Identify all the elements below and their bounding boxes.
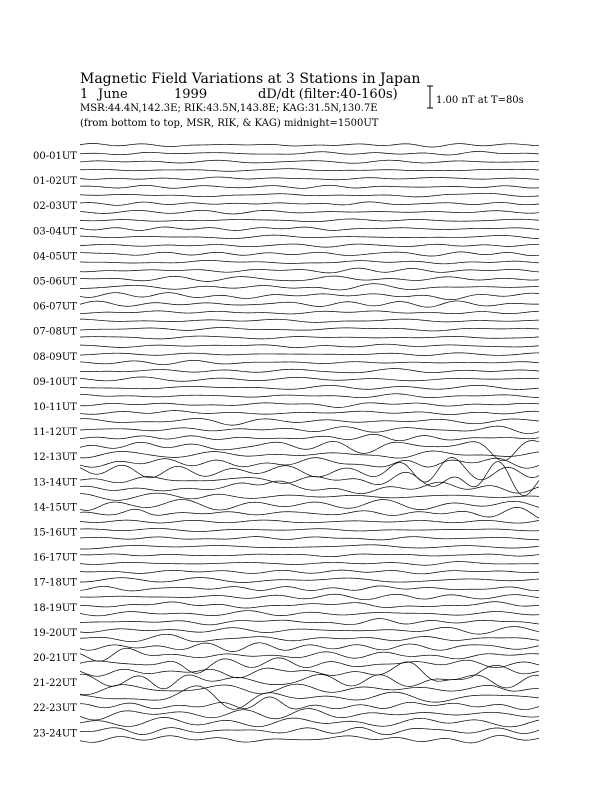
trace-kag (80, 344, 539, 347)
hour-label: 03-04UT (33, 226, 77, 238)
trace-kag (80, 643, 539, 652)
trace-msr (80, 336, 539, 339)
trace-msr (80, 185, 539, 188)
trace-msr (80, 562, 539, 566)
trace-kag (80, 143, 539, 147)
trace-rik (80, 648, 539, 661)
trace-kag (80, 394, 539, 398)
hour-label: 20-21UT (33, 653, 77, 664)
trace-kag (80, 193, 539, 197)
trace-kag (80, 545, 539, 549)
trace-kag (80, 493, 539, 500)
trace-msr (80, 160, 539, 163)
trace-rik (80, 500, 539, 511)
scale-label: 1.00 nT at T=80s (436, 95, 524, 106)
trace-rik (80, 301, 539, 307)
trace-kag (80, 619, 539, 625)
trace-kag (80, 268, 539, 273)
trace-rik (80, 554, 539, 557)
trace-kag (80, 520, 539, 523)
trace-msr (80, 411, 539, 415)
trace-msr (80, 235, 539, 239)
hour-label: 18-19UT (33, 602, 77, 614)
hour-label: 06-07UT (33, 301, 77, 313)
trace-rik (80, 451, 539, 458)
hour-label: 15-16UT (33, 527, 77, 539)
trace-msr (80, 311, 539, 314)
component-filter: dD/dt (filter:40-160s) (258, 87, 398, 102)
trace-kag (80, 244, 539, 247)
trace-rik (80, 403, 539, 408)
trace-kag (80, 457, 539, 482)
trace-kag (80, 219, 539, 222)
hour-label: 08-09UT (33, 351, 77, 363)
trace-msr (80, 360, 539, 364)
trace-rik (80, 151, 539, 154)
trace-rik (80, 252, 539, 256)
trace-msr (80, 260, 539, 263)
date-month: June (98, 87, 128, 102)
hour-label: 11-12UT (33, 427, 77, 439)
hour-label: 00-01UT (33, 151, 77, 162)
hour-label: 05-06UT (33, 276, 77, 288)
hour-label: 02-03UT (33, 201, 77, 213)
trace-msr (80, 634, 539, 641)
trace-msr (80, 709, 539, 720)
trace-kag (80, 319, 539, 322)
hour-label: 07-08UT (33, 326, 77, 338)
trace-kag (80, 369, 539, 373)
hour-label: 13-14UT (33, 477, 77, 489)
hour-label: 10-11UT (33, 402, 77, 413)
date-year: 1999 (174, 87, 208, 102)
trace-rik (80, 426, 539, 433)
chart-title: Magnetic Field Variations at 3 Stations in Japan (80, 71, 421, 87)
hour-label: 19-20UT (33, 627, 77, 639)
station-coordinates: MSR:44.4N,142.3E; RIK:43.5N,143.8E; KAG:31.5N,130.7E (80, 103, 378, 114)
trace-msr (80, 684, 539, 695)
trace-rik (80, 528, 539, 531)
trace-kag (80, 441, 539, 461)
trace-kag (80, 594, 539, 599)
trace-rik (80, 697, 539, 710)
trace-rik (80, 602, 539, 608)
trace-rik (80, 227, 539, 230)
trace-rik (80, 353, 539, 356)
hour-label: 23-24UT (33, 728, 77, 740)
trace-kag (80, 418, 539, 425)
trace-msr (80, 458, 539, 468)
trace-rik (80, 276, 539, 281)
trace-rik (80, 578, 539, 583)
trace-rik (80, 377, 539, 381)
trace-msr (80, 210, 539, 214)
hour-label: 09-10UT (33, 376, 77, 388)
hour-label: 17-18UT (33, 577, 77, 589)
trace-kag (80, 293, 539, 300)
trace-msr (80, 434, 539, 440)
trace-msr (80, 537, 539, 540)
trace-order-note: (from bottom to top, MSR, RIK, & KAG) midnight=1500UT (80, 118, 379, 129)
trace-rik (80, 727, 539, 734)
trace-rik (80, 462, 539, 496)
hour-label: 01-02UT (33, 176, 77, 188)
hour-label: 14-15UT (33, 502, 77, 514)
trace-msr (80, 385, 539, 389)
trace-kag (80, 717, 539, 726)
trace-kag (80, 570, 539, 574)
hour-label: 04-05UT (33, 251, 77, 263)
trace-rik (80, 202, 539, 205)
trace-msr (80, 586, 539, 591)
trace-msr (80, 284, 539, 290)
trace-msr (80, 481, 539, 494)
date-day: 1 (80, 87, 89, 102)
hour-label: 21-22UT (33, 678, 77, 690)
trace-msr (80, 507, 539, 518)
hour-label: 22-23UT (33, 703, 77, 715)
trace-msr (80, 735, 539, 742)
trace-rik (80, 177, 539, 180)
hour-label: 16-17UT (33, 552, 77, 564)
trace-kag (80, 169, 539, 172)
trace-rik (80, 328, 539, 331)
trace-rik (80, 627, 539, 635)
trace-msr (80, 611, 539, 616)
hour-label: 12-13UT (33, 452, 77, 464)
